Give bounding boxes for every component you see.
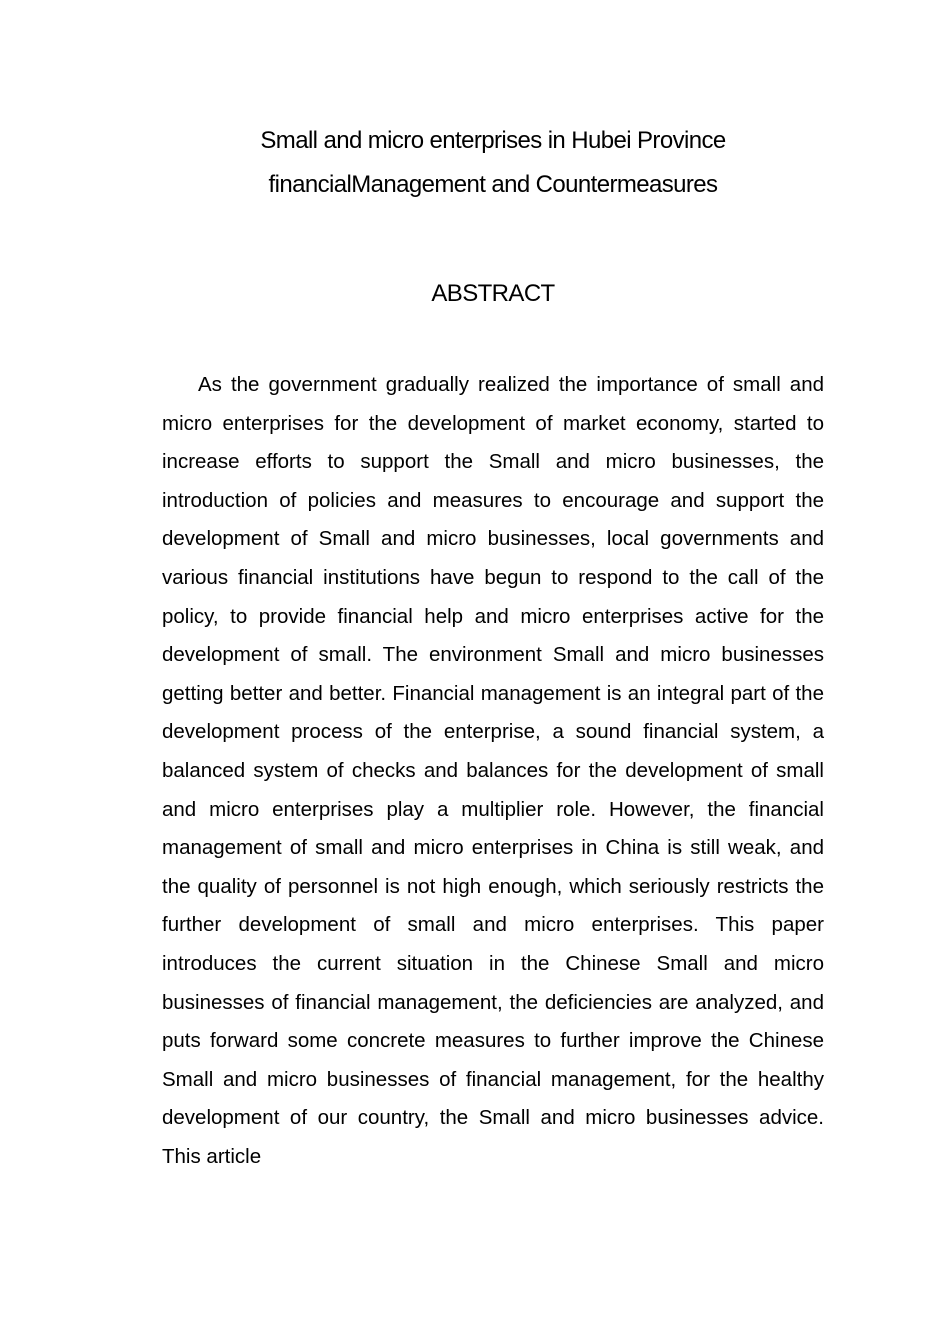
title-line-1: Small and micro enterprises in Hubei Province [260, 127, 726, 154]
abstract-body-paragraph: As the government gradually realized the importance of small and micro enterprises for the development of market economy, started to increase efforts to support the Small and micro businesses, the introduction of policies and measures to encourage and support the development of Small and micro businesses, local governments and various financial institutions have begun to respond to the call of the policy, to provide financial help and micro enterprises active for the development of small. The environment Small and micro businesses getting better and better. Financial management is an integral part of the development process of the enterprise, a sound financial system, a balanced system of checks and balances for the development of small and micro enterprises play a multiplier role. However, the financial management of small and micro enterprises in China is still weak, and the quality of personnel is not high enough, which seriously restricts the further development of small and micro enterprises. This paper introduces the current situation in the Chinese Small and micro businesses of financial management, the deficiencies are analyzed, and puts forward some concrete measures to further improve the Chinese Small and micro businesses of financial management, for the healthy development of our country, the Small and micro businesses advice. This article [162, 373, 824, 1168]
document-title [162, 119, 824, 207]
abstract-heading: ABSTRACT [431, 280, 555, 307]
title-line-2: financialManagement and Countermeasures [268, 171, 718, 198]
